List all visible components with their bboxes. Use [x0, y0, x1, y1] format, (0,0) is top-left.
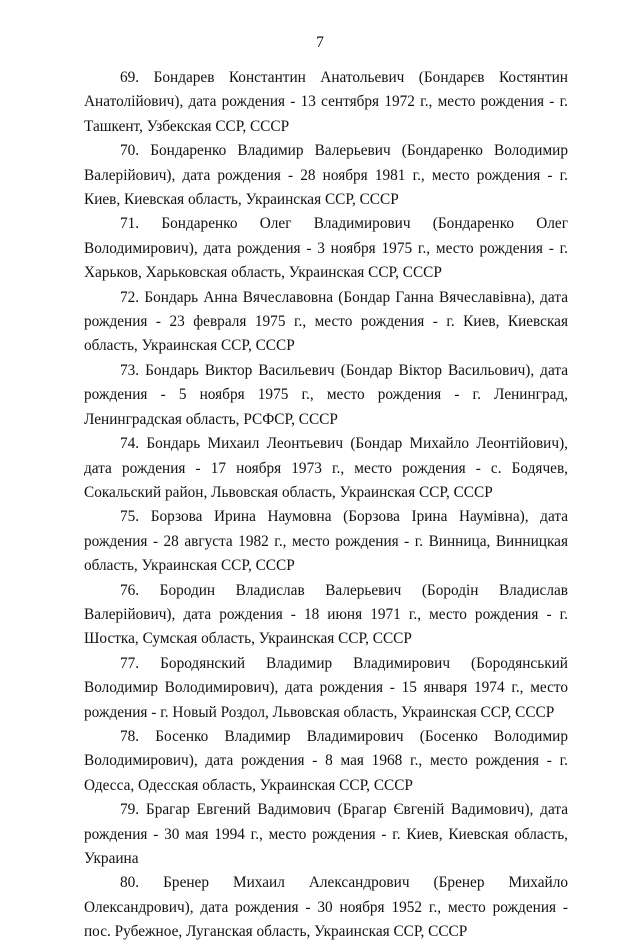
list-item: 76. Бородин Владислав Валерьевич (Бородін Владислав Валерійович), дата рождения - 18 июня 1971 г., место рождения - г. Шостка, Сумская область, Украинская ССР, СССР — [84, 581, 568, 648]
list-item: 75. Борзова Ирина Наумовна (Борзова Ірина Наумівна), дата рождения - 28 августа 1982 г., место рождения - г. Винница, Винницкая область, Украинская ССР, СССР — [84, 508, 568, 575]
list-item: 74. Бондарь Михаил Леонтьевич (Бондар Михайло Леонтійович), дата рождения - 17 ноября 1973 г., место рождения - с. Бодячев, Сокальский район, Львовская область, Украинская ССР, СССР — [84, 435, 568, 501]
list-item: 72. Бондарь Анна Вячеславовна (Бондар Ганна Вячеславівна), дата рождения - 23 февраля 1975 г., место рождения - г. Киев, Киевская область, Украинская ССР, СССР — [84, 288, 568, 355]
list-item: 73. Бондарь Виктор Васильевич (Бондар Віктор Васильович), дата рождения - 5 ноября 1975 г., место рождения - г. Ленинград, Ленинградская область, РСФСР, СССР — [84, 361, 568, 428]
list-item: 69. Бондарев Константин Анатольевич (Бондарєв Костянтин Анатолійович), дата рождения - 13 сентября 1972 г., место рождения - г. Ташкент, Узбекская ССР, СССР — [84, 69, 568, 135]
list-item: 71. Бондаренко Олег Владимирович (Бондаренко Олег Володимирович), дата рождения - 3 ноября 1975 г., место рождения - г. Харьков, Харьковская область, Украинская ССР, СССР — [84, 215, 568, 282]
page-number: 7 — [316, 34, 324, 51]
entry-list — [84, 66, 568, 945]
list-item: 80. Бренер Михаил Александрович (Бренер Михайло Олександрович), дата рождения - 30 ноября 1952 г., место рождения - пос. Рубежное, Луганская область, Украинская ССР, СССР — [84, 874, 568, 941]
list-item: 70. Бондаренко Владимир Валерьевич (Бондаренко Володимир Валерійович), дата рождения - 28 ноября 1981 г., место рождения - г. Киев, Киевская область, Украинская ССР, СССР — [84, 142, 568, 209]
list-item: 78. Босенко Владимир Владимирович (Босенко Володимир Володимирович), дата рождения - 8 мая 1968 г., место рождения - г. Одесса, Одесская область, Украинская ССР, СССР — [84, 727, 568, 794]
list-item: 79. Брагар Евгений Вадимович (Брагар Євгеній Вадимович), дата рождения - 30 мая 1994 г., место рождения - г. Киев, Киевская область, Украина — [84, 801, 568, 867]
list-item: 77. Бородянский Владимир Владимирович (Бородянський Володимир Володимирович), дата рождения - 15 января 1974 г., место рождения - г. Новый Роздол, Львовская область, Украинская ССР, СССР — [84, 654, 568, 721]
